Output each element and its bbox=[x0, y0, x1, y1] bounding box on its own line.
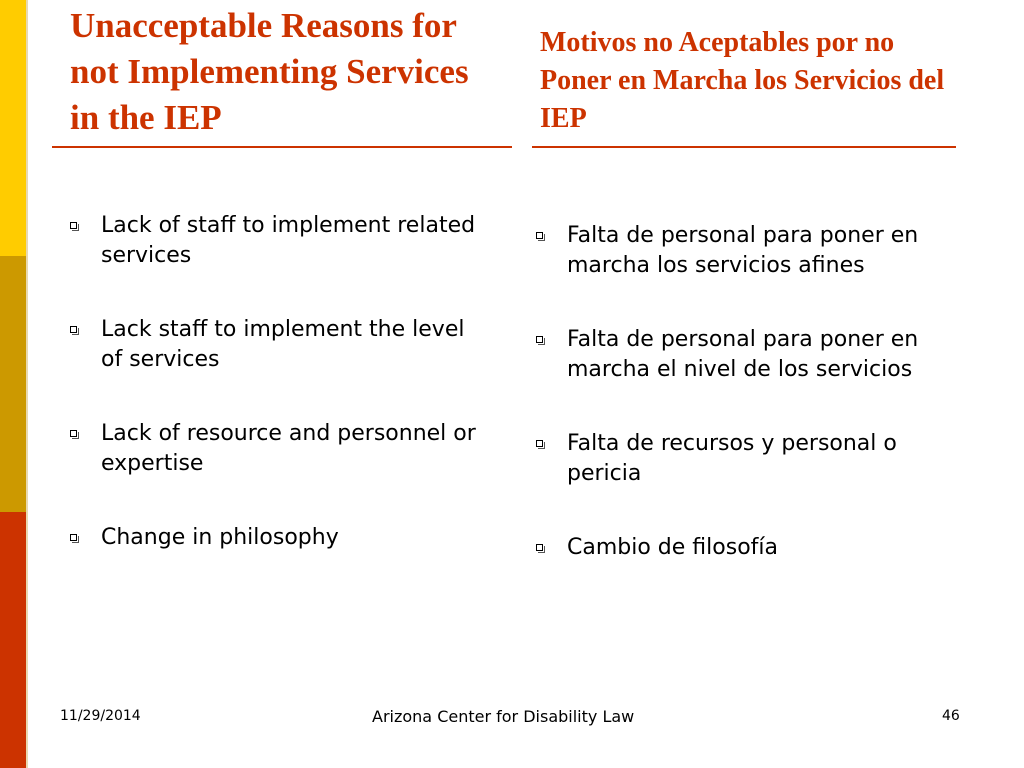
hollow-square-bullet-icon bbox=[70, 534, 77, 541]
bullet-item bbox=[68, 211, 488, 271]
footer-date: 11/29/2014 bbox=[60, 708, 141, 724]
bullet-text: Lack of staff to implement related services bbox=[101, 213, 476, 268]
bullet-text: Lack of resource and personnel or expertise bbox=[101, 421, 476, 476]
accent-bar-red bbox=[0, 512, 26, 768]
bullet-item bbox=[68, 419, 488, 479]
bullet-list-english bbox=[68, 211, 488, 597]
bullet-item bbox=[534, 533, 974, 563]
accent-bar-yellow bbox=[0, 0, 26, 256]
accent-divider-line bbox=[26, 0, 28, 768]
hollow-square-bullet-icon bbox=[70, 430, 77, 437]
bullet-item bbox=[68, 523, 488, 553]
bullet-item bbox=[534, 325, 974, 385]
bullet-list-spanish bbox=[534, 221, 974, 607]
title-underline-spanish bbox=[532, 146, 956, 148]
bullet-text: Lack staff to implement the level of services bbox=[101, 317, 465, 372]
hollow-square-bullet-icon bbox=[536, 440, 543, 447]
accent-bar-gold bbox=[0, 256, 26, 512]
hollow-square-bullet-icon bbox=[536, 544, 543, 551]
footer-page-number: 46 bbox=[942, 708, 960, 724]
hollow-square-bullet-icon bbox=[70, 222, 77, 229]
bullet-text: Falta de personal para poner en marcha el nivel de los servicios bbox=[567, 327, 919, 382]
slide-title-spanish: Motivos no Aceptables por no Poner en Marcha los Servicios del IEP bbox=[540, 27, 945, 134]
bullet-text: Falta de personal para poner en marcha los servicios afines bbox=[567, 223, 919, 278]
hollow-square-bullet-icon bbox=[536, 336, 543, 343]
title-underline-english bbox=[52, 146, 512, 148]
bullet-text: Falta de recursos y personal o pericia bbox=[567, 431, 897, 486]
hollow-square-bullet-icon bbox=[70, 326, 77, 333]
bullet-item bbox=[534, 221, 974, 281]
bullet-text: Change in philosophy bbox=[101, 525, 339, 550]
footer-organization: Arizona Center for Disability Law bbox=[372, 707, 635, 726]
bullet-item bbox=[534, 429, 974, 489]
slide-title-english: Unacceptable Reasons for not Implementing Services in the IEP bbox=[70, 6, 469, 137]
hollow-square-bullet-icon bbox=[536, 232, 543, 239]
bullet-text: Cambio de filosofía bbox=[567, 535, 778, 560]
bullet-item bbox=[68, 315, 488, 375]
